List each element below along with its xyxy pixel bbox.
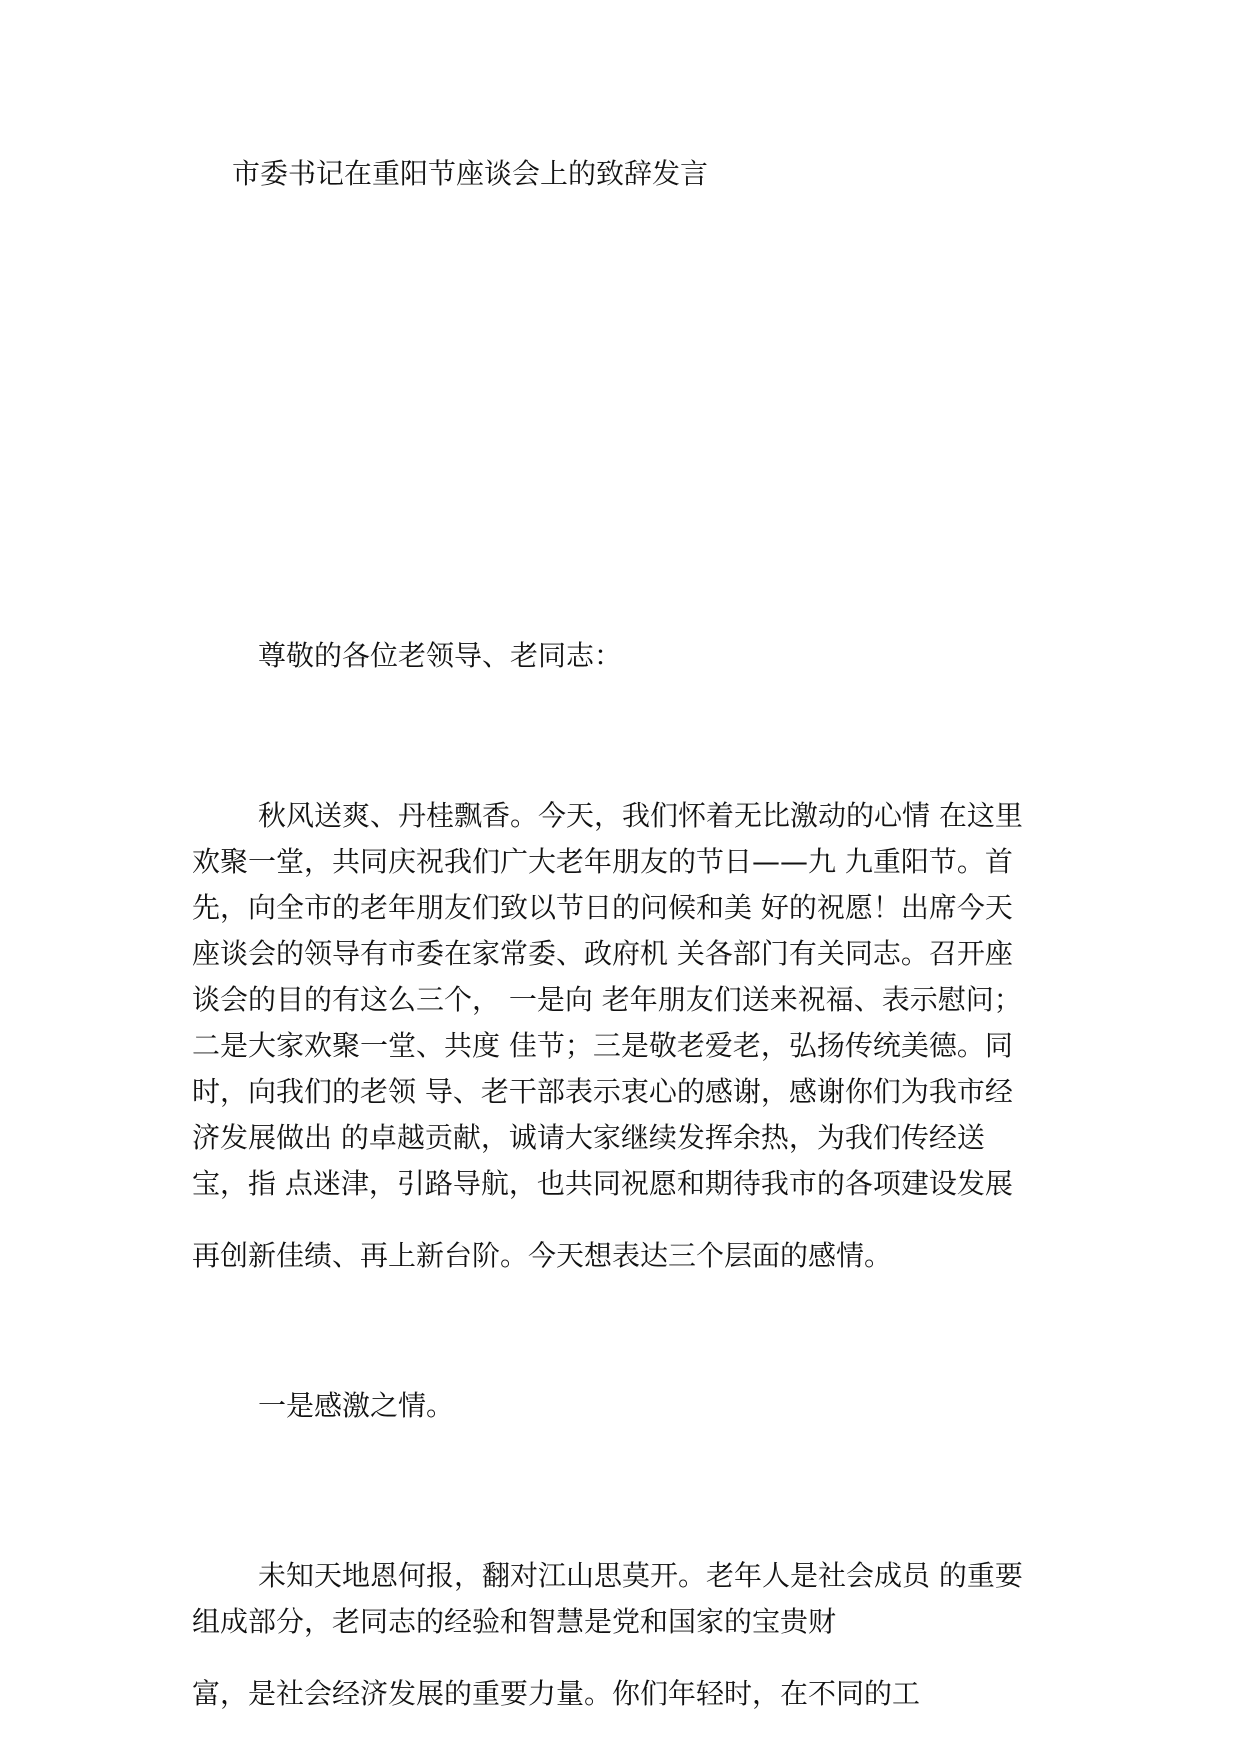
paragraph-line: 时，向我们的老领 导、老干部表示衷心的感谢，感谢你们为我市经 [192, 1075, 1013, 1108]
paragraph-line: 谈会的目的有这么三个， 一是向 老年朋友们送来祝福、表示慰问； [192, 983, 1022, 1016]
paragraph-line: 宝，指 点迷津，引路导航，也共同祝愿和期待我市的各项建设发展 [192, 1167, 1013, 1200]
salutation: 尊敬的各位老领导、老同志： [258, 639, 623, 672]
paragraph-line: 再创新佳绩、再上新台阶。今天想表达三个层面的感情。 [192, 1239, 893, 1272]
paragraph-line: 秋风送爽、丹桂飘香。今天，我们怀着无比激动的心情 在这里 [258, 799, 1023, 832]
paragraph-line: 先，向全市的老年朋友们致以节日的问候和美 好的祝愿！出席今天 [192, 891, 1013, 924]
paragraph-line: 济发展做出 的卓越贡献，诚请大家继续发挥余热，为我们传经送 [192, 1121, 985, 1154]
section-heading: 一是感激之情。 [258, 1389, 455, 1422]
paragraph-line: 组成部分，老同志的经验和智慧是党和国家的宝贵财 [192, 1605, 837, 1638]
paragraph-line: 二是大家欢聚一堂、共度 佳节；三是敬老爱老，弘扬传统美德。同 [192, 1029, 1013, 1062]
paragraph-line: 未知天地恩何报，翻对江山思莫开。老年人是社会成员 的重要 [258, 1559, 1023, 1592]
paragraph-line: 座谈会的领导有市委在家常委、政府机 关各部门有关同志。召开座 [192, 937, 1013, 970]
paragraph-line: 欢聚一堂，共同庆祝我们广大老年朋友的节日——九 九重阳节。首 [192, 845, 1013, 878]
document-title: 市委书记在重阳节座谈会上的致辞发言 [232, 157, 709, 190]
paragraph-line: 富，是社会经济发展的重要力量。你们年轻时，在不同的工 [192, 1677, 921, 1710]
